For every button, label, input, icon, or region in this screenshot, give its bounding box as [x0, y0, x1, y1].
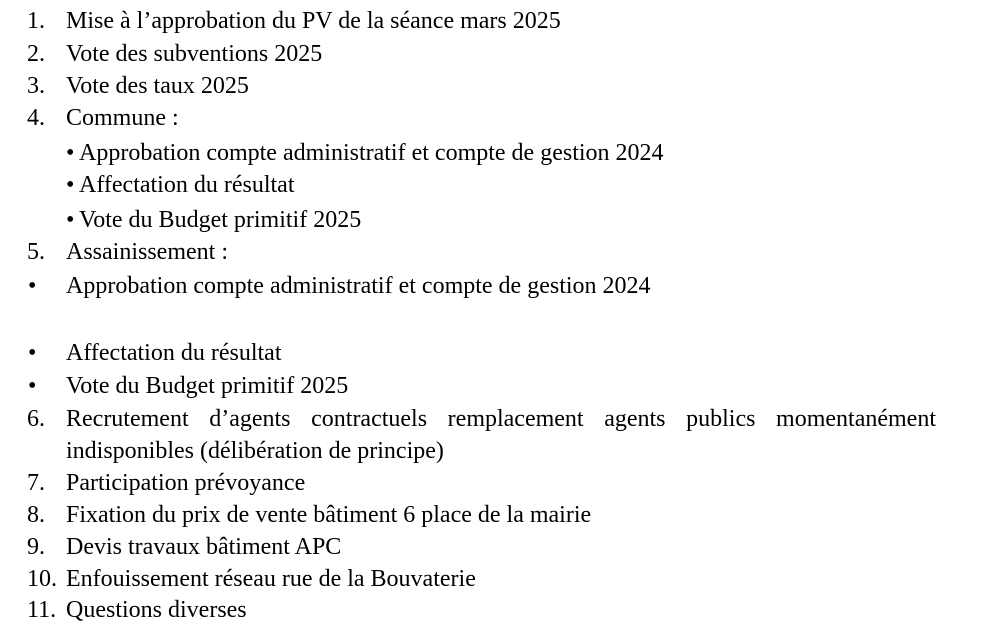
item-text: Vote du Budget primitif 2025: [66, 373, 349, 399]
item-number: 5.: [27, 239, 45, 265]
item-text: Vote des subventions 2025: [66, 41, 323, 67]
item-text: Mise à l’approbation du PV de la séance mars 2025: [66, 8, 561, 34]
bullet-icon: •: [66, 172, 75, 198]
item-number: 10.: [27, 566, 57, 592]
item-text: Approbation compte administratif et compte de gestion 2024: [79, 140, 664, 166]
item-text: Devis travaux bâtiment APC: [66, 534, 342, 560]
item-text: Enfouissement réseau rue de la Bouvaterie: [66, 566, 476, 592]
item-number: 8.: [27, 502, 45, 528]
bullet-icon: •: [28, 373, 37, 399]
item-number: 1.: [27, 8, 45, 34]
item-number: 11.: [27, 597, 57, 623]
item-number: 9.: [27, 534, 45, 560]
item-text: Vote du Budget primitif 2025: [79, 207, 362, 233]
item-number: 4.: [27, 105, 45, 131]
item-text: Fixation du prix de vente bâtiment 6 place de la mairie: [66, 502, 592, 528]
item-number: 2.: [27, 41, 45, 67]
item-text: Approbation compte administratif et compte de gestion 2024: [66, 273, 651, 299]
item-text: Assainissement :: [66, 239, 228, 265]
item-number: 7.: [27, 470, 45, 496]
bullet-icon: •: [66, 207, 75, 233]
item-number: 3.: [27, 73, 45, 99]
item-text: Commune :: [66, 105, 179, 131]
bullet-icon: •: [66, 140, 75, 166]
item-text: Participation prévoyance: [66, 470, 306, 496]
bullet-icon: •: [28, 340, 37, 366]
item-text: Questions diverses: [66, 597, 247, 623]
item-number: 6.: [27, 406, 45, 432]
item-text: Recrutement d’agents contractuels remplacement agents publics momentanément: [66, 406, 936, 432]
item-text-continuation: indisponibles (délibération de principe): [66, 438, 444, 464]
item-text: Affectation du résultat: [79, 172, 295, 198]
bullet-icon: •: [28, 273, 37, 299]
item-text: Affectation du résultat: [66, 340, 282, 366]
item-text: Vote des taux 2025: [66, 73, 249, 99]
